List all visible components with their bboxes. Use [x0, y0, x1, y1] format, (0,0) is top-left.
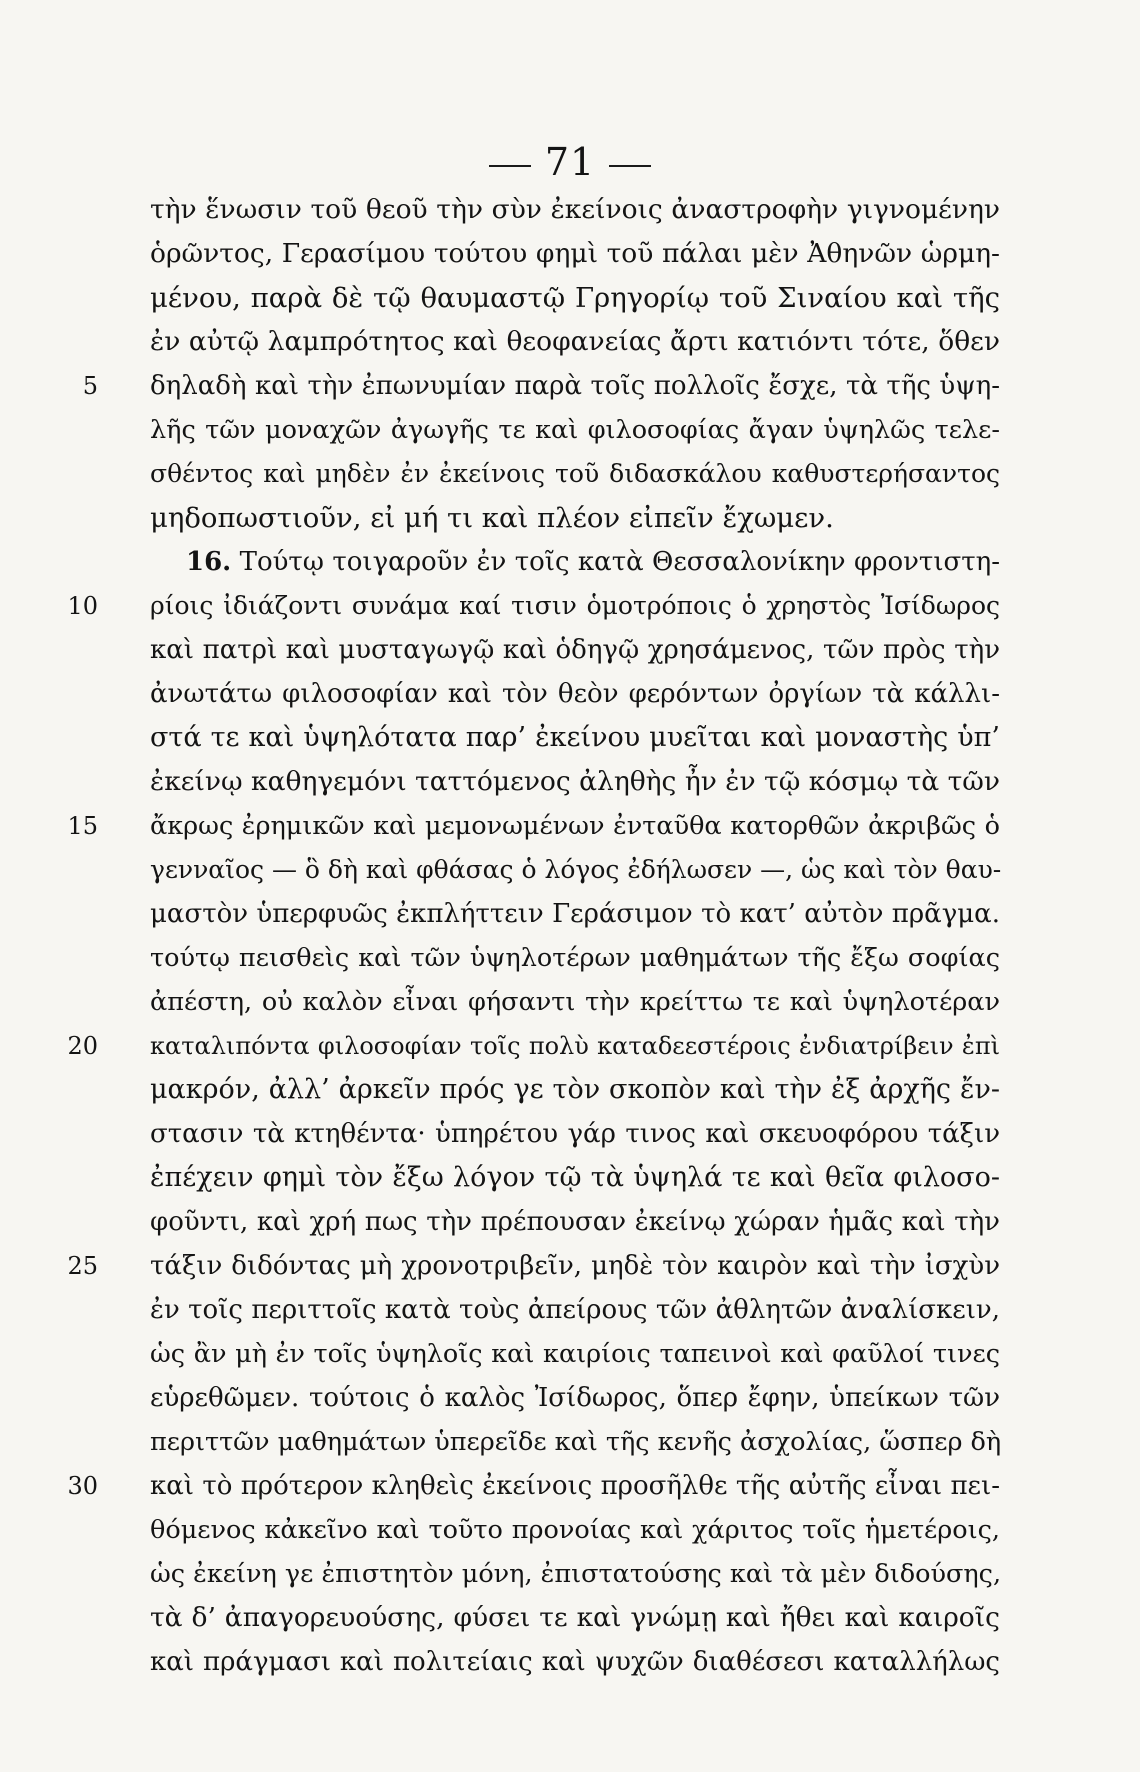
- text-line: ἐπέχειν φημὶ τὸν ἔξω λόγον τῷ τὰ ὑψηλά τε καὶ θεῖα φιλοσο-: [150, 1162, 1000, 1193]
- paragraph-first-line: [150, 540, 1000, 584]
- text-line: Τούτῳ τοιγαροῦν ἐν τοῖς κατὰ Θεσσαλονίκην φροντιστη-: [239, 547, 1001, 577]
- text-line: τάξιν διδόντας μὴ χρονοτριβεῖν, μηδὲ τὸν καιρὸν καὶ τὴν ἰσχὺν: [150, 1251, 1000, 1281]
- line-number: 15: [67, 812, 98, 840]
- page-header: [0, 140, 1140, 184]
- text-line: τὰ δ’ ἀπαγορευούσης, φύσει τε καὶ γνώμῃ καὶ ἤθει καὶ καιροῖς: [150, 1602, 1000, 1633]
- line-number: 10: [67, 592, 98, 620]
- header-dash-left: [489, 165, 531, 167]
- text-line: σθέντος καὶ μηδὲν ἐν ἐκείνοις τοῦ διδασκάλου καθυστερήσαντος: [150, 459, 1000, 488]
- text-line: δηλαδὴ καὶ τὴν ἐπωνυμίαν παρὰ τοῖς πολλοῖς ἔσχε, τὰ τῆς ὑψη-: [150, 371, 1000, 401]
- text-line: ὁρῶντος, Γερασίμου τούτου φημὶ τοῦ πάλαι μὲν Ἀθηνῶν ὡρμη-: [150, 238, 1000, 269]
- text-line: ἐν τοῖς περιττοῖς κατὰ τοὺς ἀπείρους τῶν ἀθλητῶν ἀναλίσκειν,: [150, 1295, 1000, 1325]
- line-number: 5: [82, 372, 98, 400]
- text-line: φοῦντι, καὶ χρή πως τὴν πρέπουσαν ἐκείνῳ χώραν ἡμᾶς καὶ τὴν: [150, 1207, 1000, 1237]
- line-number: 20: [67, 1032, 98, 1060]
- header-dash-right: [609, 165, 651, 167]
- text-line: ὡς ἂν μὴ ἐν τοῖς ὑψηλοῖς καὶ καιρίοις ταπεινοὶ καὶ φαῦλοί τινες: [150, 1339, 1000, 1369]
- text-line: μηδοπωστιοῦν, εἰ μή τι καὶ πλέον εἰπεῖν ἔχωμεν.: [150, 502, 834, 534]
- text-line: καταλιπόντα φιλοσοφίαν τοῖς πολὺ καταδεεστέροις ἐνδιατρίβειν ἐπὶ: [150, 1032, 1000, 1060]
- text-line: ἄκρως ἐρημικῶν καὶ μεμονωμένων ἐνταῦθα κατορθῶν ἀκριβῶς ὁ: [150, 811, 1000, 841]
- text-line: καὶ τὸ πρότερον κληθεὶς ἐκείνοις προσῆλθε τῆς αὐτῆς εἶναι πει-: [150, 1471, 1000, 1501]
- text-line: ὡς ἐκείνη γε ἐπιστητὸν μόνη, ἐπιστατούσης καὶ τὰ μὲν διδούσης,: [150, 1559, 1002, 1589]
- text-line: τούτῳ πεισθεὶς καὶ τῶν ὑψηλοτέρων μαθημάτων τῆς ἔξω σοφίας: [150, 943, 1000, 973]
- text-line: στά τε καὶ ὑψηλότατα παρ’ ἐκείνου μυεῖται καὶ μοναστὴς ὑπ’: [150, 722, 1000, 753]
- text-line: θόμενος κἀκεῖνο καὶ τοῦτο προνοίας καὶ χάριτος τοῖς ἡμετέροις,: [150, 1515, 1000, 1545]
- text-line: καὶ πράγμασι καὶ πολιτείαις καὶ ψυχῶν διαθέσεσι καταλλήλως: [150, 1647, 1000, 1677]
- text-line: περιττῶν μαθημάτων ὑπερεῖδε καὶ τῆς κενῆς ἀσχολίας, ὥσπερ δὴ: [150, 1427, 1002, 1457]
- line-number: 25: [67, 1252, 98, 1280]
- text-line: ἐν αὐτῷ λαμπρότητος καὶ θεοφανείας ἄρτι κατιόντι τότε, ὅθεν: [150, 326, 1000, 357]
- text-line: τὴν ἕνωσιν τοῦ θεοῦ τὴν σὺν ἐκείνοις ἀναστροφὴν γιγνομένην: [150, 194, 1000, 225]
- text-line: ἐκείνῳ καθηγεμόνι ταττόμενος ἀληθὴς ἦν ἐν τῷ κόσμῳ τὰ τῶν: [150, 766, 1000, 797]
- text-line: γενναῖος — ὃ δὴ καὶ φθάσας ὁ λόγος ἐδήλωσεν —, ὡς καὶ τὸν θαυ-: [150, 855, 1002, 884]
- line-number: 30: [67, 1472, 98, 1500]
- text-line: λῆς τῶν μοναχῶν ἀγωγῆς τε καὶ φιλοσοφίας ἄγαν ὑψηλῶς τελε-: [150, 415, 1000, 445]
- text-line: μακρόν, ἀλλ’ ἀρκεῖν πρός γε τὸν σκοπὸν καὶ τὴν ἐξ ἀρχῆς ἔν-: [150, 1074, 1000, 1105]
- page-number: 71: [544, 140, 596, 184]
- text-line: στασιν τὰ κτηθέντα· ὑπηρέτου γάρ τινος καὶ σκευοφόρου τάξιν: [150, 1119, 1000, 1149]
- text-line: εὑρεθῶμεν. τούτοις ὁ καλὸς Ἰσίδωρος, ὅπερ ἔφην, ὑπείκων τῶν: [150, 1383, 1000, 1413]
- text-line: ἀνωτάτω φιλοσοφίαν καὶ τὸν θεὸν φερόντων ὀργίων τὰ κάλλι-: [150, 679, 1000, 709]
- text-line: μένου, παρὰ δὲ τῷ θαυμαστῷ Γρηγορίῳ τοῦ Σιναίου καὶ τῆς: [150, 282, 1000, 314]
- section-number: 16.: [186, 547, 232, 577]
- text-line: μαστὸν ὑπερφυῶς ἐκπλήττειν Γεράσιμον τὸ κατ’ αὐτὸν πρᾶγμα.: [150, 899, 1000, 929]
- text-line: ἀπέστη, οὐ καλὸν εἶναι φήσαντι τὴν κρείττω τε καὶ ὑψηλοτέραν: [150, 987, 1000, 1017]
- text-line: καὶ πατρὶ καὶ μυσταγωγῷ καὶ ὁδηγῷ χρησάμενος, τῶν πρὸς τὴν: [150, 635, 1000, 665]
- text-line: ρίοις ἰδιάζοντι συνάμα καί τισιν ὁμοτρόποις ὁ χρηστὸς Ἰσίδωρος: [150, 591, 1000, 620]
